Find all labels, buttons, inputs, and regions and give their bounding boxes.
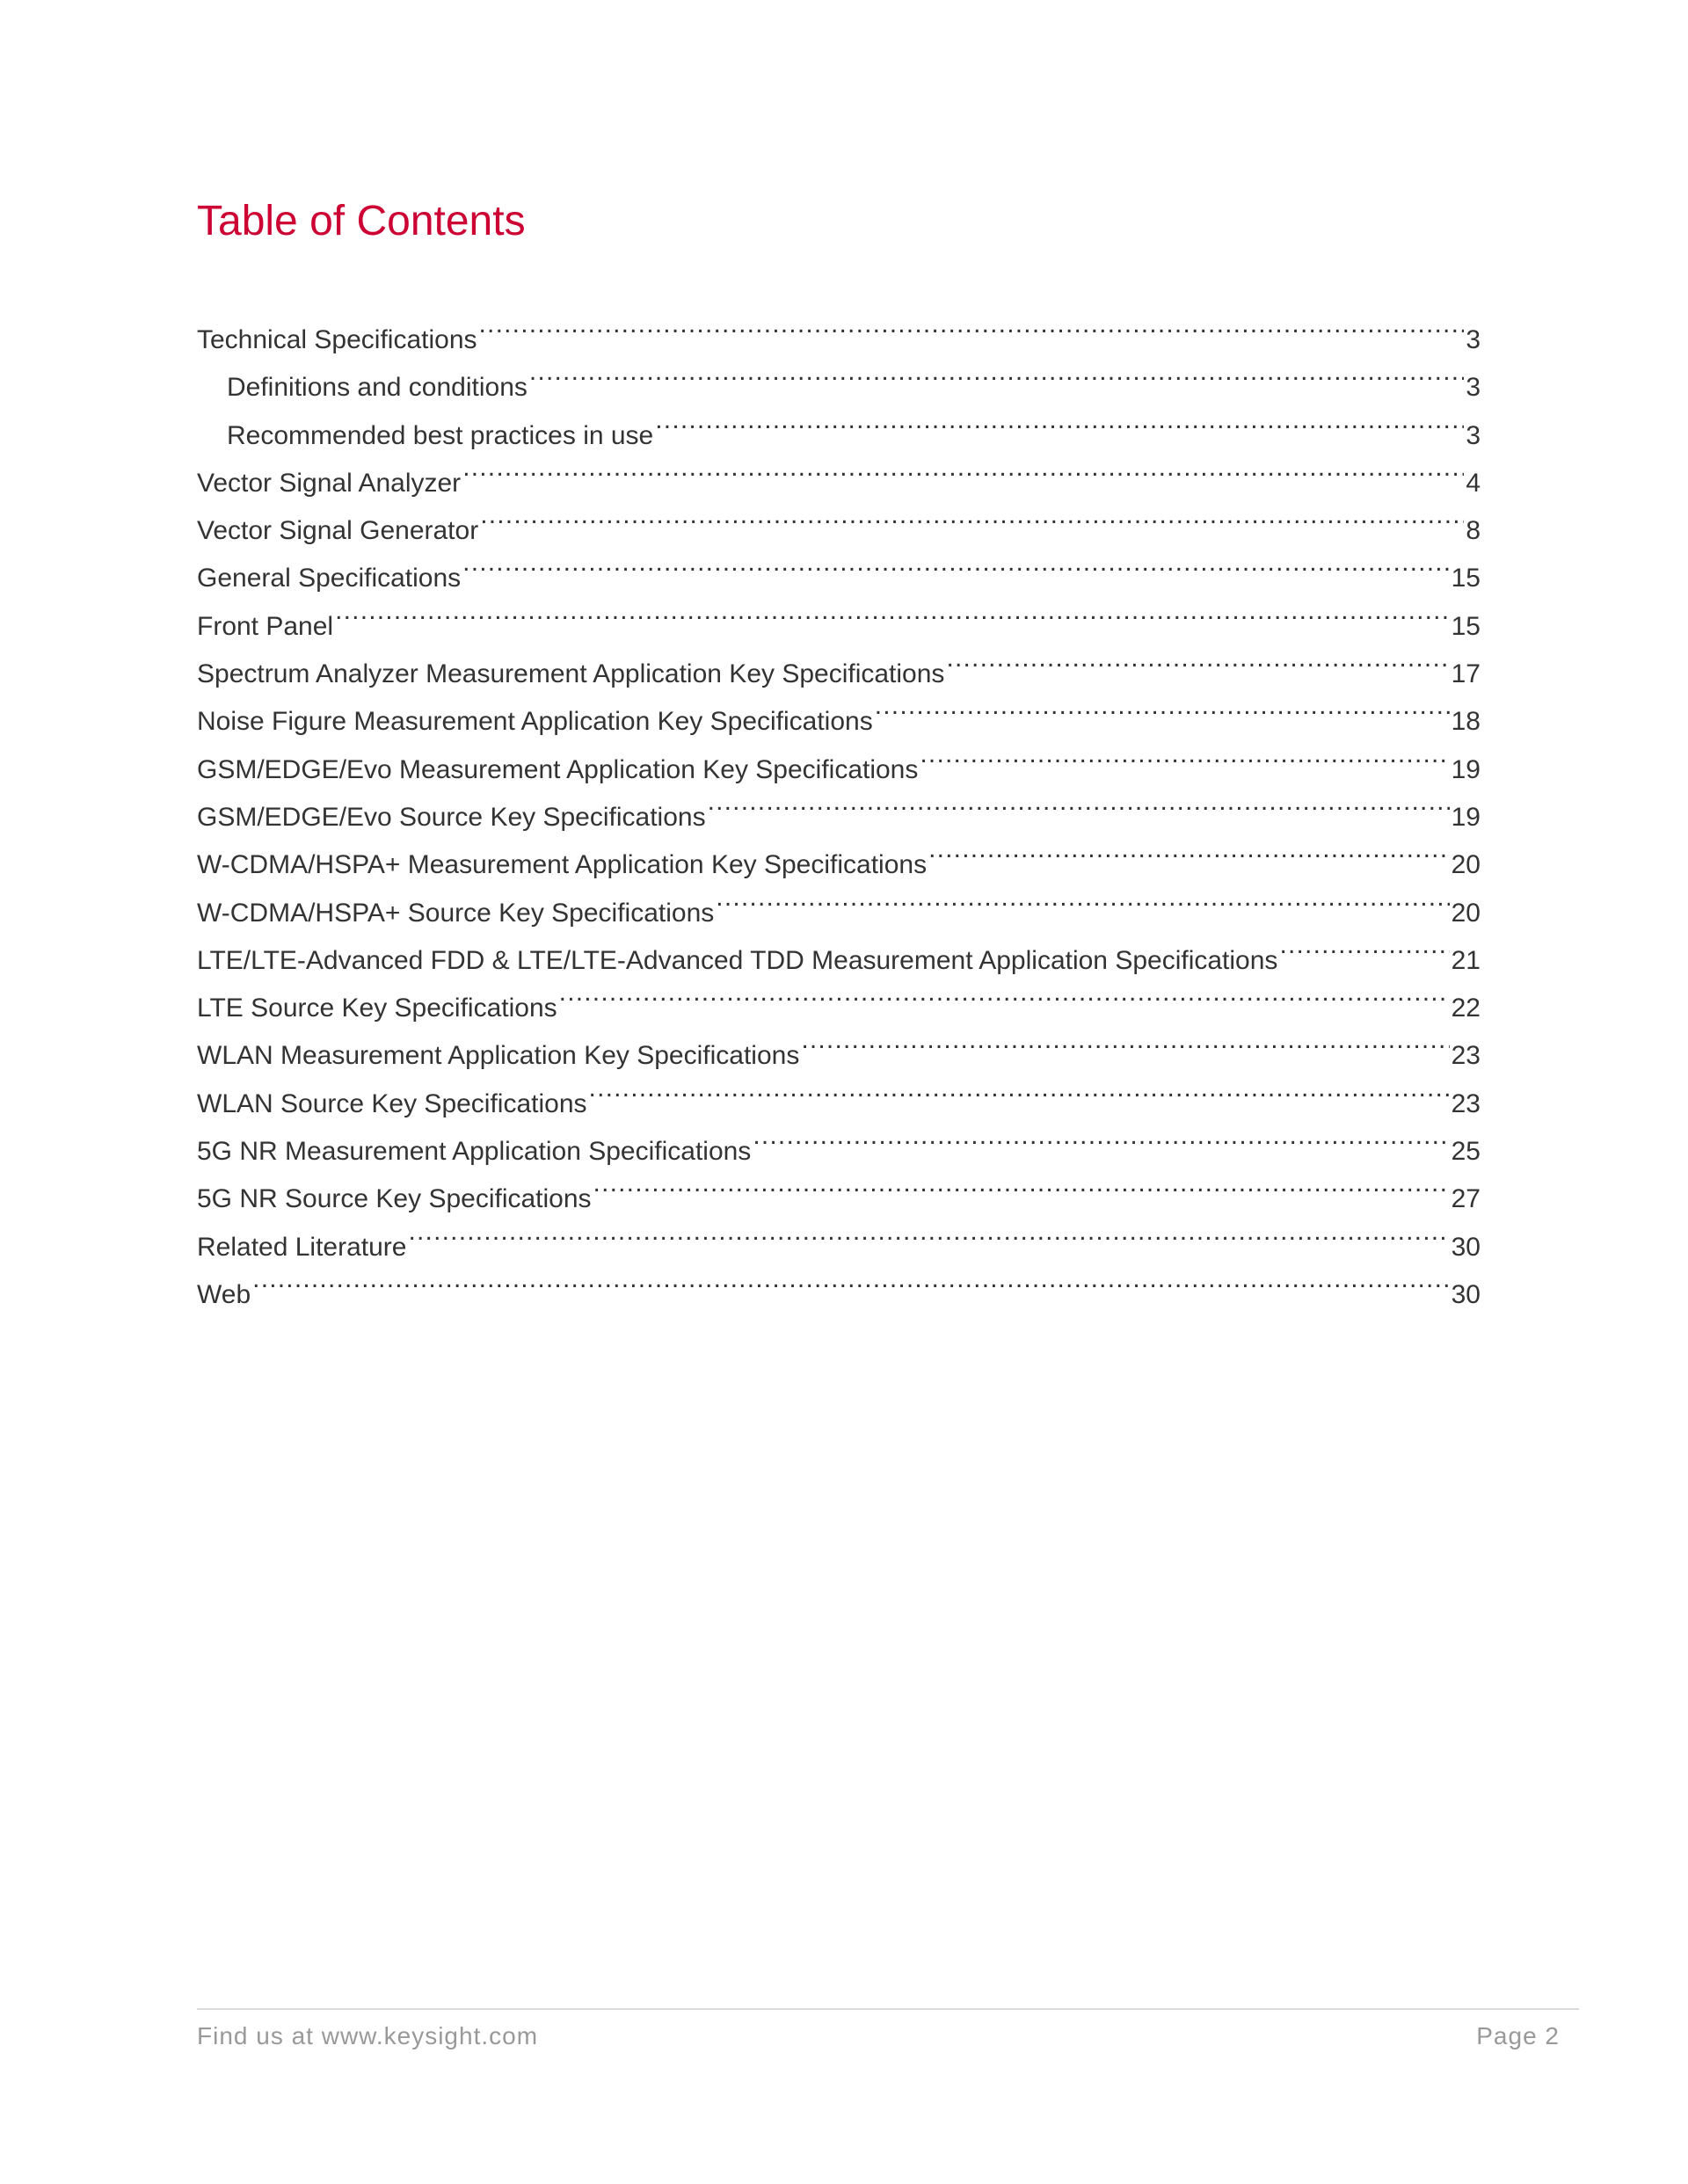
toc-entry-label: Recommended best practices in use — [227, 420, 654, 450]
toc-dot-leader — [801, 1016, 1449, 1064]
toc-entry-label: 5G NR Measurement Application Specifications — [197, 1137, 752, 1167]
toc-dot-leader — [408, 1208, 1449, 1256]
toc-entry[interactable] — [197, 635, 1481, 689]
toc-entry-label: General Specifications — [197, 564, 462, 593]
toc-entry-label: Vector Signal Analyzer — [197, 468, 462, 498]
toc-entry-page: 8 — [1466, 516, 1481, 546]
toc-entry-page: 20 — [1451, 898, 1481, 928]
toc-entry-page: 15 — [1451, 611, 1481, 641]
toc-entry-label: Technical Specifications — [197, 325, 477, 354]
toc-dot-leader — [753, 1112, 1449, 1160]
toc-dot-leader — [708, 778, 1450, 826]
footer-divider — [197, 2008, 1579, 2010]
toc-entry-label: Web — [197, 1279, 251, 1309]
toc-entry-label: Definitions and conditions — [227, 373, 528, 403]
toc-dot-leader — [1279, 921, 1449, 969]
toc-entry-page: 27 — [1451, 1184, 1481, 1214]
page-title: Table of Contents — [197, 198, 526, 244]
toc-entry-label: Front Panel — [197, 611, 334, 641]
toc-entry-page: 3 — [1466, 420, 1481, 450]
toc-entry-label: Vector Signal Generator — [197, 516, 479, 546]
toc-dot-leader — [928, 826, 1450, 873]
toc-dot-leader — [529, 348, 1464, 396]
toc-entry-page: 15 — [1451, 564, 1481, 593]
toc-entry-page: 19 — [1451, 802, 1481, 832]
toc-entry-page: 20 — [1451, 850, 1481, 880]
toc-dot-leader — [716, 874, 1449, 921]
toc-entry-label: LTE Source Key Specifications — [197, 994, 557, 1023]
toc-dot-leader — [252, 1256, 1449, 1303]
footer-website: Find us at www.keysight.com — [197, 2022, 539, 2049]
toc-dot-leader — [593, 1160, 1450, 1207]
toc-entry-page: 18 — [1451, 707, 1481, 737]
toc-entry-label: Noise Figure Measurement Application Key Specifications — [197, 707, 873, 737]
toc-entry-label: 5G NR Source Key Specifications — [197, 1184, 592, 1214]
toc-entry-page: 4 — [1466, 468, 1481, 498]
toc-entry-page: 21 — [1451, 945, 1481, 975]
footer-page-number: Page 2 — [1476, 2022, 1560, 2049]
toc-entry-page: 17 — [1451, 659, 1481, 689]
toc-entry-page: 30 — [1451, 1232, 1481, 1262]
toc-entry-label: Related Literature — [197, 1232, 407, 1262]
toc-entry-page: 23 — [1451, 1041, 1481, 1071]
toc-entry-label: WLAN Source Key Specifications — [197, 1088, 587, 1118]
toc-dot-leader — [462, 444, 1464, 491]
toc-entry-label: LTE/LTE-Advanced FDD & LTE/LTE-Advanced TDD Measurement Application Specifications — [197, 945, 1278, 975]
toc-entry-label: Spectrum Analyzer Measurement Application Key Specifications — [197, 659, 945, 689]
toc-dot-leader — [462, 539, 1449, 586]
toc-dot-leader — [559, 969, 1450, 1016]
toc-entry[interactable] — [197, 301, 1481, 354]
toc-dot-leader — [479, 301, 1465, 348]
toc-entry-page: 30 — [1451, 1279, 1481, 1309]
toc-entry-page: 22 — [1451, 994, 1481, 1023]
toc-entry-page: 3 — [1466, 373, 1481, 403]
toc-dot-leader — [589, 1065, 1450, 1112]
toc-entry-page: 3 — [1466, 325, 1481, 354]
toc-entry-label: W-CDMA/HSPA+ Measurement Application Key Specifications — [197, 850, 928, 880]
toc-dot-leader — [946, 635, 1449, 682]
toc-dot-leader — [655, 397, 1464, 444]
toc-entry[interactable] — [197, 1256, 1481, 1309]
toc-entry-page: 23 — [1451, 1088, 1481, 1118]
toc-entry-page: 25 — [1451, 1137, 1481, 1167]
toc-entry-page: 19 — [1451, 754, 1481, 784]
toc-entry-label: GSM/EDGE/Evo Measurement Application Key Specifications — [197, 754, 919, 784]
toc-entry-label: WLAN Measurement Application Key Specifications — [197, 1041, 800, 1071]
toc-entry-label: W-CDMA/HSPA+ Source Key Specifications — [197, 898, 715, 928]
toc-dot-leader — [480, 491, 1464, 539]
toc-entry-label: GSM/EDGE/Evo Source Key Specifications — [197, 802, 706, 832]
table-of-contents — [197, 301, 1481, 1309]
toc-dot-leader — [920, 731, 1449, 778]
toc-dot-leader — [335, 587, 1450, 635]
toc-dot-leader — [875, 682, 1450, 730]
toc-entry[interactable] — [197, 587, 1481, 641]
